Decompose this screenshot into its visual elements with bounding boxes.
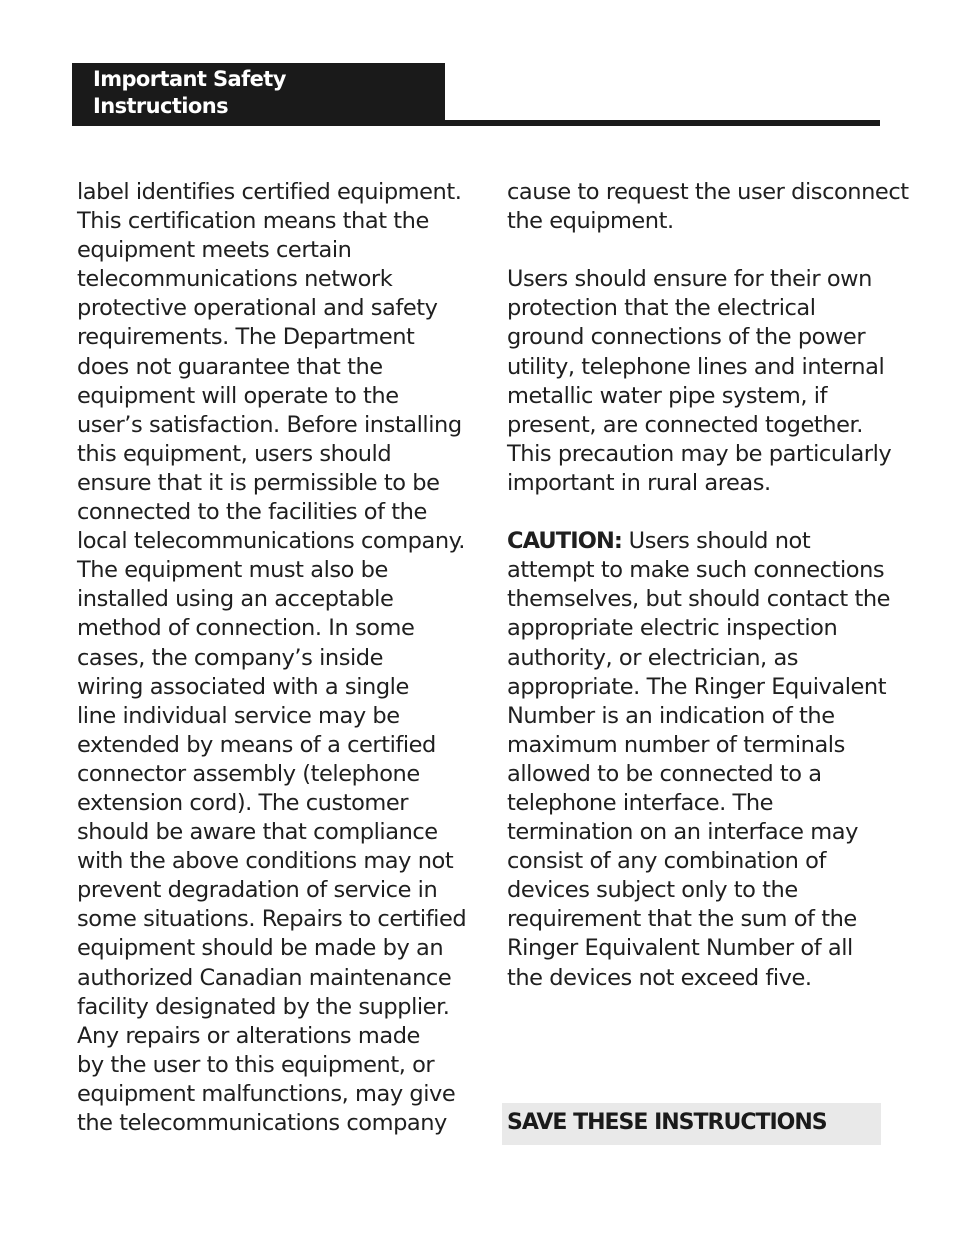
text-line: protective operational and safety: [77, 295, 438, 322]
text-line: with the above conditions may not: [77, 848, 454, 875]
section-header: [72, 63, 445, 126]
text-line: the equipment.: [507, 208, 674, 235]
text-line: prevent degradation of service in: [77, 877, 438, 904]
text-line: protection that the electrical: [507, 295, 816, 322]
header-rule: [445, 120, 880, 126]
text-line: this equipment, users should: [77, 440, 392, 467]
text-line: ground connections of the power: [507, 324, 866, 351]
text-line: Number is an indication of the: [507, 702, 835, 729]
text-line: equipment will operate to the: [77, 382, 399, 409]
text-line: Any repairs or alterations made: [77, 1022, 420, 1049]
text-line: line individual service may be: [77, 702, 400, 729]
text-line: connector assembly (telephone: [77, 760, 420, 787]
text-line: telephone interface. The: [507, 789, 774, 816]
text-line: Users should ensure for their own: [507, 266, 872, 293]
text-line: does not guarantee that the: [77, 353, 383, 380]
text-line: The equipment must also be: [77, 557, 388, 584]
text-line: cases, the company’s inside: [77, 644, 384, 671]
text-line: authority, or electrician, as: [507, 644, 799, 671]
save-instructions-banner: [502, 1103, 881, 1145]
text-line: appropriate electric inspection: [507, 615, 838, 642]
caution-line: [507, 527, 887, 556]
text-line: should be aware that compliance: [77, 819, 438, 846]
text-line: connected to the facilities of the: [77, 499, 427, 526]
text-line: authorized Canadian maintenance: [77, 964, 452, 991]
save-instructions-label: SAVE THESE INSTRUCTIONS: [507, 1110, 827, 1135]
left-column: [77, 178, 467, 1138]
text-line: by the user to this equipment, or: [77, 1051, 435, 1078]
caution-label: CAUTION:: [507, 528, 622, 555]
text-line: utility, telephone lines and internal: [507, 353, 885, 380]
text-line: equipment malfunctions, may give: [77, 1080, 456, 1107]
text-line: present, are connected together.: [507, 411, 863, 438]
text-line: attempt to make such connections: [507, 557, 885, 584]
text-line: This certification means that the: [77, 208, 429, 235]
text-line: allowed to be connected to a: [507, 760, 822, 787]
text-line: method of connection. In some: [77, 615, 415, 642]
text-line: important in rural areas.: [507, 469, 771, 496]
text-line: Ringer Equivalent Number of all: [507, 935, 853, 962]
text-line: some situations. Repairs to certified: [77, 906, 467, 933]
text-line: maximum number of terminals: [507, 731, 845, 758]
section-title-line-2: Instructions: [93, 94, 228, 118]
text-line: consist of any combination of: [507, 848, 826, 875]
caution-first-line: Users should not: [621, 528, 811, 555]
text-line: requirements. The Department: [77, 324, 415, 351]
text-line: wiring associated with a single: [77, 673, 409, 700]
text-line: appropriate. The Ringer Equivalent: [507, 673, 887, 700]
section-title: [93, 66, 393, 120]
text-line: cause to request the user disconnect: [507, 179, 909, 205]
text-line: facility designated by the supplier.: [77, 993, 450, 1020]
text-line: equipment should be made by an: [77, 935, 444, 962]
text-line: telecommunications network: [77, 266, 393, 293]
text-line: themselves, but should contact the: [507, 586, 891, 613]
text-line: ensure that it is permissible to be: [77, 469, 440, 496]
text-line: the devices not exceed five.: [507, 964, 812, 991]
section-title-line-1: Important Safety: [93, 67, 286, 91]
text-line: user’s satisfaction. Before installing: [77, 411, 462, 438]
text-line: local telecommunications company.: [77, 528, 466, 555]
text-line: label identifies certified equipment.: [77, 179, 462, 205]
paragraph-break: [507, 498, 887, 527]
text-line: metallic water pipe system, if: [507, 382, 828, 409]
text-line: extended by means of a certified: [77, 731, 436, 758]
text-line: This precaution may be particularly: [507, 440, 892, 467]
text-line: installed using an acceptable: [77, 586, 394, 613]
right-column: [507, 178, 909, 993]
text-line: devices subject only to the: [507, 877, 798, 904]
text-line: requirement that the sum of the: [507, 906, 857, 933]
text-line: the telecommunications company: [77, 1110, 447, 1136]
text-line: equipment meets certain: [77, 237, 352, 264]
paragraph-break: [507, 236, 887, 265]
text-line: termination on an interface may: [507, 819, 858, 846]
text-line: extension cord). The customer: [77, 789, 409, 816]
